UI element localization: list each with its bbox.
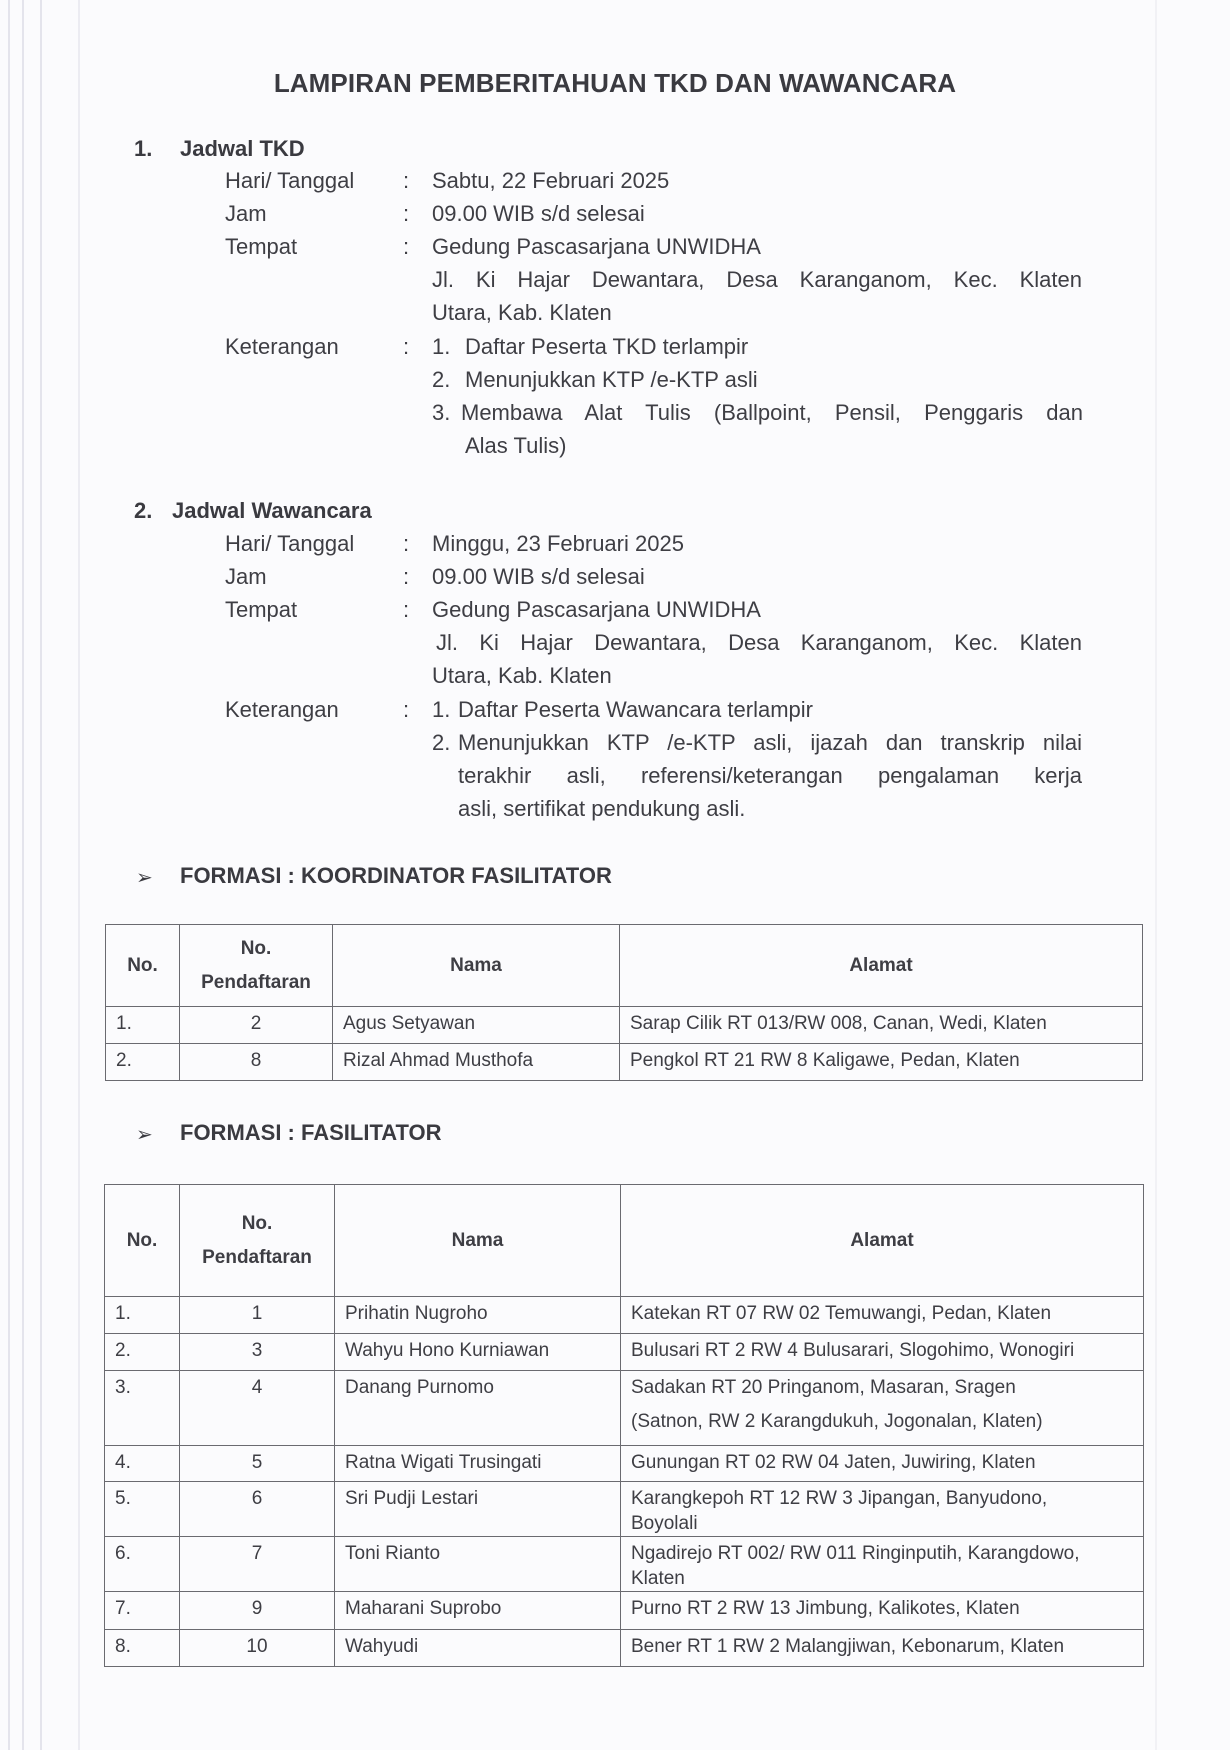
cell-no: 8. [105,1630,180,1667]
cell-no: 1. [106,1007,180,1044]
colon: : [403,531,410,556]
cell-pendaftaran: 2 [180,1007,333,1044]
arrowhead-bullet-icon: ➢ [136,1124,153,1146]
table-row [106,1044,1143,1081]
cell-nama: Maharani Suprobo [335,1592,621,1630]
cell-nama: Rizal Ahmad Musthofa [333,1044,620,1081]
table-row [105,1297,1144,1334]
colon: : [403,597,410,622]
tempat-address-line: Jl. Ki Hajar Dewantara, Desa Karanganom, Kec. Klaten [436,630,1082,655]
cell-alamat-line: Ngadirejo RT 002/ RW 011 Ringinputih, Karangdowo, [631,1543,1080,1564]
table-row [105,1630,1144,1667]
table-header-row [106,925,1143,1007]
jam-value: 09.00 WIB s/d selesai [432,201,645,226]
cell-nama: Sri Pudji Lestari [335,1482,621,1537]
header-no-pendaftaran [180,925,333,1007]
cell-pendaftaran: 6 [180,1482,335,1537]
colon: : [403,334,410,359]
cell-alamat [621,1482,1144,1537]
table-row [105,1592,1144,1630]
cell-no: 2. [105,1334,180,1371]
cell-alamat: Gunungan RT 02 RW 04 Jaten, Juwiring, Klaten [621,1446,1144,1482]
colon: : [403,234,410,259]
cell-pendaftaran: 4 [180,1371,335,1446]
arrowhead-bullet-icon: ➢ [136,867,153,889]
colon: : [403,697,410,722]
cell-alamat: Bulusari RT 2 RW 4 Bulusarari, Slogohimo, Wonogiri [621,1334,1144,1371]
note-number: 2. [432,367,451,392]
cell-pendaftaran: 1 [180,1297,335,1334]
note-text: Daftar Peserta TKD terlampir [465,334,749,359]
section-heading: Jadwal Wawancara [172,498,372,523]
note-text: Menunjukkan KTP /e-KTP asli [465,367,758,392]
page-title: LAMPIRAN PEMBERITAHUAN TKD DAN WAWANCARA [273,68,957,98]
cell-pendaftaran: 10 [180,1630,335,1667]
cell-no: 1. [105,1297,180,1334]
hari-value: Minggu, 23 Februari 2025 [432,531,684,556]
header-no-pendaftaran-line: No. [241,1212,273,1234]
scan-edge-line [78,0,80,1750]
note-number: 3. [432,400,451,425]
cell-alamat [621,1371,1144,1446]
fasilitator-table [104,1184,1144,1667]
cell-no: 6. [105,1537,180,1592]
note-text: Membawa Alat Tulis (Ballpoint, Pensil, Penggaris dan [461,400,1083,425]
cell-pendaftaran: 9 [180,1592,335,1630]
table-row [105,1334,1144,1371]
scan-edge-line [22,0,24,1750]
formasi-heading: FORMASI : FASILITATOR [180,1120,442,1145]
cell-alamat-line: (Satnon, RW 2 Karangdukuh, Jogonalan, Klaten) [631,1411,1043,1432]
cell-alamat: Pengkol RT 21 RW 8 Kaligawe, Pedan, Klaten [620,1044,1143,1081]
jam-label: Jam [225,564,267,589]
tempat-value: Gedung Pascasarjana UNWIDHA [432,597,761,622]
cell-alamat: Purno RT 2 RW 13 Jimbung, Kalikotes, Klaten [621,1592,1144,1630]
hari-label: Hari/ Tanggal [225,168,355,193]
cell-nama: Agus Setyawan [333,1007,620,1044]
header-no-pendaftaran-line: Pendaftaran [201,971,311,993]
colon: : [403,168,410,193]
note-text: terakhir asli, referensi/keterangan pengalaman kerja [458,763,1082,788]
cell-pendaftaran: 7 [180,1537,335,1592]
header-no-pendaftaran [180,1185,335,1297]
note-text: Alas Tulis) [465,433,567,458]
hari-label: Hari/ Tanggal [225,531,355,556]
table-header-row [105,1185,1144,1297]
cell-nama: Ratna Wigati Trusingati [335,1446,621,1482]
section-number: 1. [134,136,153,161]
table-row [105,1446,1144,1482]
cell-alamat: Bener RT 1 RW 2 Malangjiwan, Kebonarum, Klaten [621,1630,1144,1667]
header-no: No. [106,925,180,1007]
cell-nama: Prihatin Nugroho [335,1297,621,1334]
cell-alamat-line: Boyolali [631,1513,698,1534]
tempat-label: Tempat [225,234,298,259]
keterangan-label: Keterangan [225,334,339,359]
note-number: 1. [432,334,451,359]
cell-pendaftaran: 3 [180,1334,335,1371]
cell-no: 2. [106,1044,180,1081]
note-text: Daftar Peserta Wawancara terlampir [458,697,813,722]
header-no-pendaftaran-line: No. [240,937,272,959]
section-number: 2. [134,498,153,523]
cell-nama: Wahyu Hono Kurniawan [335,1334,621,1371]
section-heading: Jadwal TKD [180,136,305,161]
cell-no: 5. [105,1482,180,1537]
cell-pendaftaran: 5 [180,1446,335,1482]
formasi-heading: FORMASI : KOORDINATOR FASILITATOR [180,863,612,888]
header-alamat: Alamat [621,1185,1144,1297]
colon: : [403,564,410,589]
tempat-address-line: Utara, Kab. Klaten [432,300,612,325]
cell-alamat [621,1537,1144,1592]
koordinator-table [105,924,1143,1081]
note-number: 1. [432,697,451,722]
cell-alamat-line: Klaten [631,1568,685,1589]
cell-pendaftaran: 8 [180,1044,333,1081]
cell-nama: Wahyudi [335,1630,621,1667]
header-nama: Nama [335,1185,621,1297]
header-nama: Nama [333,925,620,1007]
cell-no: 3. [105,1371,180,1446]
cell-nama: Danang Purnomo [335,1371,621,1446]
tempat-label: Tempat [225,597,298,622]
scan-edge-line [8,0,10,1750]
keterangan-label: Keterangan [225,697,339,722]
cell-no: 4. [105,1446,180,1482]
hari-value: Sabtu, 22 Februari 2025 [432,168,670,193]
cell-alamat-line: Sadakan RT 20 Pringanom, Masaran, Sragen [631,1377,1016,1398]
tempat-address-line: Utara, Kab. Klaten [432,663,612,688]
cell-alamat: Sarap Cilik RT 013/RW 008, Canan, Wedi, Klaten [620,1007,1143,1044]
tempat-value: Gedung Pascasarjana UNWIDHA [432,234,761,259]
table-row [105,1482,1144,1537]
colon: : [403,201,410,226]
cell-alamat: Katekan RT 07 RW 02 Temuwangi, Pedan, Klaten [621,1297,1144,1334]
note-text: asli, sertifikat pendukung asli. [458,796,746,821]
jam-label: Jam [225,201,267,226]
header-no-pendaftaran-line: Pendaftaran [202,1246,312,1268]
scan-edge-line [1155,0,1157,1750]
cell-alamat-line: Karangkepoh RT 12 RW 3 Jipangan, Banyudono, [631,1488,1048,1509]
scan-edge-line [40,0,42,1750]
jam-value: 09.00 WIB s/d selesai [432,564,645,589]
cell-nama: Toni Rianto [335,1537,621,1592]
header-alamat: Alamat [620,925,1143,1007]
tempat-address-line: Jl. Ki Hajar Dewantara, Desa Karanganom, Kec. Klaten [432,267,1082,292]
table-row [106,1007,1143,1044]
note-number: 2. [432,730,451,755]
table-row [105,1537,1144,1592]
table-row [105,1371,1144,1446]
header-no: No. [105,1185,180,1297]
cell-no: 7. [105,1592,180,1630]
note-text: Menunjukkan KTP /e-KTP asli, ijazah dan transkrip nilai [458,730,1082,755]
